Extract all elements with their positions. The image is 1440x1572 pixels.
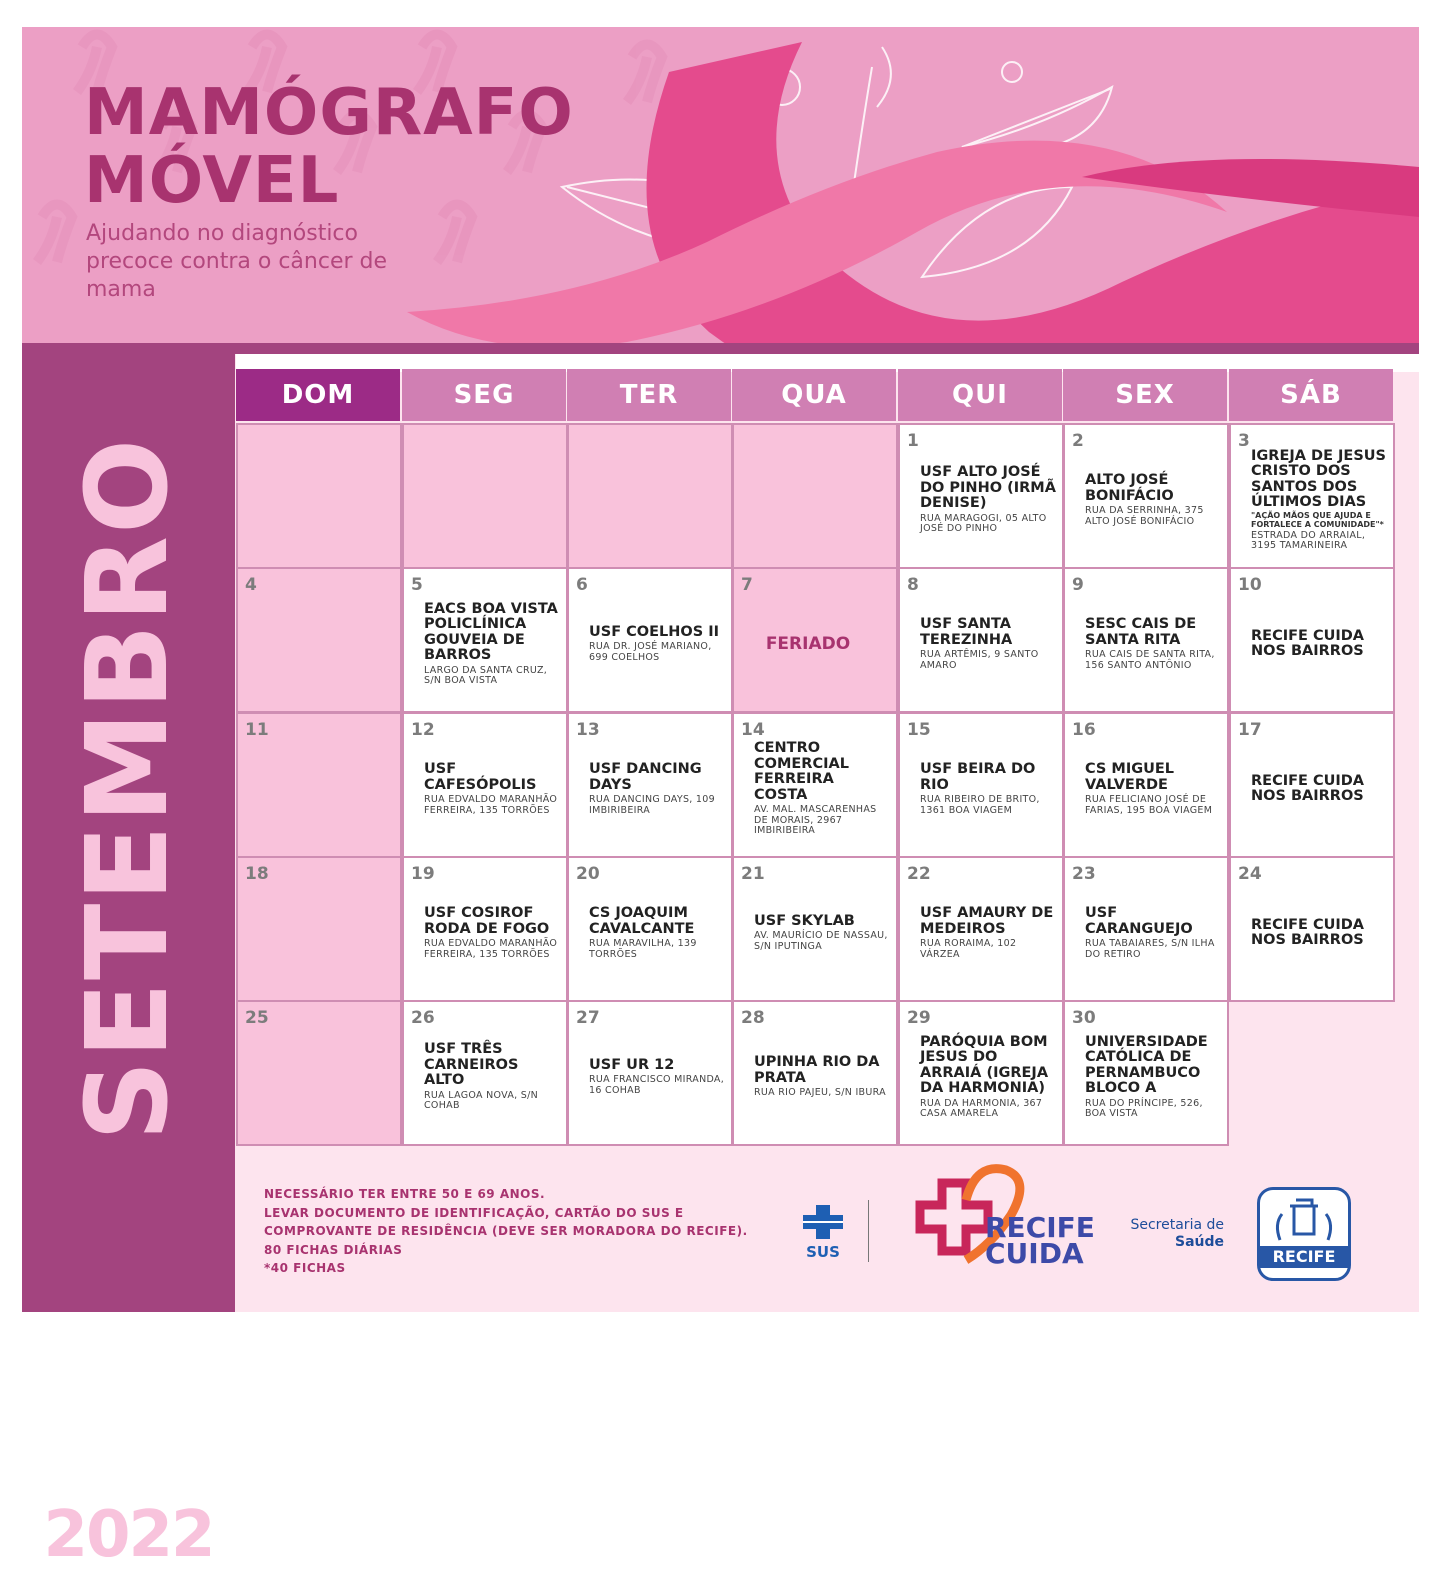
location-address: RUA FRANCISCO MIRANDA, 16 COHAB bbox=[589, 1074, 725, 1096]
day-number: 18 bbox=[245, 864, 269, 884]
day-content bbox=[1065, 1002, 1227, 1144]
weekday-header: SEX bbox=[1063, 369, 1227, 421]
day-number: 28 bbox=[741, 1008, 765, 1028]
location-address: RUA FELICIANO JOSÉ DE FARIAS, 195 BOA VIAGEM bbox=[1085, 794, 1213, 816]
weekday-header: QUI bbox=[898, 369, 1062, 421]
day-content bbox=[238, 569, 400, 711]
day-number: 4 bbox=[245, 575, 257, 595]
day-number: 12 bbox=[411, 720, 435, 740]
day-content bbox=[569, 1002, 731, 1144]
page-title bbox=[84, 76, 574, 218]
day-cell bbox=[1063, 856, 1229, 1002]
day-cell bbox=[1229, 856, 1395, 1002]
note-line: LEVAR DOCUMENTO DE IDENTIFICAÇÃO, CARTÃO DO SUS E bbox=[264, 1205, 684, 1220]
day-content bbox=[404, 714, 566, 856]
day-content bbox=[734, 714, 896, 856]
day-number: 22 bbox=[907, 864, 931, 884]
location-name: CS JOAQUIM CAVALCANTE bbox=[589, 905, 695, 937]
day-content bbox=[569, 714, 731, 856]
weekday-header: SÁB bbox=[1229, 369, 1393, 421]
day-cell bbox=[236, 567, 402, 713]
event-note: "AÇÃO MÃOS QUE AJUDA E FORTALECE A COMUNIDADE"* bbox=[1251, 510, 1384, 529]
location-name: ALTO JOSÉ BONIFÁCIO bbox=[1085, 472, 1174, 504]
note-line: 80 FICHAS DIÁRIAS bbox=[264, 1242, 403, 1257]
day-number: 15 bbox=[907, 720, 931, 740]
day-content bbox=[1231, 858, 1393, 1000]
location-name: USF CAFESÓPOLIS bbox=[424, 761, 537, 793]
day-number: 7 bbox=[741, 575, 753, 595]
location-address: RUA DA SERRINHA, 375 ALTO JOSÉ BONIFÁCIO bbox=[1085, 505, 1204, 527]
empty-day-cell bbox=[402, 423, 568, 569]
location-address: RUA DR. JOSÉ MARIANO, 699 COELHOS bbox=[589, 641, 712, 663]
weekday-header: SEG bbox=[402, 369, 566, 421]
day-cell bbox=[1063, 423, 1229, 569]
day-number: 5 bbox=[411, 575, 423, 595]
day-content bbox=[404, 1002, 566, 1144]
day-content bbox=[900, 858, 1062, 1000]
location-name: RECIFE CUIDA NOS BAIRROS bbox=[1251, 627, 1365, 659]
day-cell bbox=[236, 1000, 402, 1146]
day-content bbox=[569, 569, 731, 711]
location-address: RUA CAIS DE SANTA RITA, 156 SANTO ANTÔNIO bbox=[1085, 649, 1215, 671]
day-number: 23 bbox=[1072, 864, 1096, 884]
requirements-notes bbox=[264, 1185, 748, 1278]
header-banner bbox=[22, 27, 1419, 343]
location-name: PARÓQUIA BOM JESUS DO ARRAIÁ (IGREJA DA HARMONIA) bbox=[920, 1033, 1049, 1096]
day-cell bbox=[732, 1000, 898, 1146]
day-content bbox=[900, 714, 1062, 856]
day-number: 29 bbox=[907, 1008, 931, 1028]
location-address: RUA RORAIMA, 102 VÁRZEA bbox=[920, 938, 1017, 960]
day-number: 25 bbox=[245, 1008, 269, 1028]
sus-logo bbox=[803, 1205, 843, 1265]
day-cell bbox=[567, 567, 733, 713]
recife-cuida-logo bbox=[985, 1211, 1095, 1270]
day-content bbox=[1231, 569, 1393, 711]
day-number: 1 bbox=[907, 431, 919, 451]
location-name: USF SKYLAB bbox=[754, 912, 855, 929]
day-cell bbox=[898, 567, 1064, 713]
day-cell bbox=[567, 1000, 733, 1146]
prefeitura-label: RECIFE bbox=[1260, 1246, 1348, 1268]
day-content bbox=[238, 858, 400, 1000]
day-number: 8 bbox=[907, 575, 919, 595]
secretaria-line-1: Secretaria de bbox=[1130, 1217, 1224, 1233]
day-content bbox=[238, 714, 400, 856]
location-address: RUA EDVALDO MARANHÃO FERREIRA, 135 TORRÕES bbox=[424, 938, 558, 960]
day-cell bbox=[732, 567, 898, 713]
day-number: 14 bbox=[741, 720, 765, 740]
day-cell bbox=[898, 1000, 1064, 1146]
location-address: RUA MARAGOGI, 05 ALTO JOSÉ DO PINHO bbox=[920, 512, 1047, 535]
location-name: USF DANCING DAYS bbox=[589, 761, 702, 793]
day-content bbox=[1065, 714, 1227, 856]
day-content bbox=[734, 569, 896, 711]
month-sidebar bbox=[22, 343, 235, 1572]
day-content bbox=[1231, 714, 1393, 856]
weekday-header: DOM bbox=[236, 369, 400, 421]
secretaria-saude-label bbox=[1126, 1217, 1224, 1251]
day-cell bbox=[1229, 712, 1395, 858]
location-name: USF UR 12 bbox=[589, 1056, 675, 1073]
day-number: 16 bbox=[1072, 720, 1096, 740]
location-address: RUA DO PRÍNCIPE, 526, BOA VISTA bbox=[1085, 1097, 1203, 1119]
day-cell bbox=[1063, 712, 1229, 858]
day-content bbox=[569, 858, 731, 1000]
day-content bbox=[734, 1002, 896, 1144]
day-number: 30 bbox=[1072, 1008, 1096, 1028]
day-cell bbox=[898, 856, 1064, 1002]
location-name: CENTRO COMERCIAL FERREIRA COSTA bbox=[754, 740, 849, 803]
note-line: NECESSÁRIO TER ENTRE 50 E 69 ANOS. bbox=[264, 1187, 546, 1201]
title-line-2: MÓVEL bbox=[84, 144, 340, 218]
day-cell bbox=[567, 856, 733, 1002]
title-line-1: MAMÓGRAFO bbox=[84, 76, 574, 150]
location-name: IGREJA DE JESUS CRISTO DOS SANTOS DOS ÚLTIMOS DIAS bbox=[1251, 447, 1386, 510]
day-content bbox=[1065, 425, 1227, 567]
note-line: *40 FICHAS bbox=[264, 1261, 346, 1275]
day-number: 2 bbox=[1072, 431, 1084, 451]
day-content bbox=[900, 1002, 1062, 1144]
sus-cross-icon bbox=[803, 1205, 843, 1239]
day-number: 20 bbox=[576, 864, 600, 884]
day-cell bbox=[1229, 423, 1395, 569]
logo-divider bbox=[868, 1200, 869, 1262]
day-content bbox=[1231, 425, 1393, 567]
location-address: AV. MAURÍCIO DE NASSAU, S/N IPUTINGA bbox=[754, 930, 888, 952]
location-name: RECIFE CUIDA NOS BAIRROS bbox=[1251, 916, 1365, 948]
day-cell bbox=[402, 1000, 568, 1146]
day-number: 13 bbox=[576, 720, 600, 740]
day-number: 6 bbox=[576, 575, 588, 595]
day-number: 11 bbox=[245, 720, 269, 740]
day-number: 19 bbox=[411, 864, 435, 884]
empty-day-cell bbox=[567, 423, 733, 569]
day-content bbox=[1065, 569, 1227, 711]
day-cell bbox=[732, 856, 898, 1002]
secretaria-line-2: Saúde bbox=[1174, 1234, 1224, 1250]
prefeitura-recife-logo bbox=[1257, 1187, 1351, 1281]
location-address: RUA RIBEIRO DE BRITO, 1361 BOA VIAGEM bbox=[920, 794, 1040, 816]
day-content bbox=[404, 569, 566, 711]
day-cell bbox=[1063, 567, 1229, 713]
recife-cuida-line-2: CUIDA bbox=[985, 1237, 1084, 1270]
day-number: 17 bbox=[1238, 720, 1262, 740]
sus-label: SUS bbox=[806, 1243, 840, 1261]
day-cell bbox=[898, 423, 1064, 569]
page-subtitle: Ajudando no diagnóstico precoce contra o câncer de mama bbox=[86, 221, 388, 302]
empty-day-cell bbox=[236, 423, 402, 569]
location-name: USF BEIRA DO RIO bbox=[920, 761, 1036, 793]
holiday-label: FERIADO bbox=[765, 634, 851, 654]
empty-day-cell bbox=[732, 423, 898, 569]
day-cell bbox=[236, 856, 402, 1002]
month-label: SETEMBRO bbox=[63, 436, 193, 1142]
day-content bbox=[734, 858, 896, 1000]
location-address: AV. MAL. MASCARENHAS DE MORAIS, 2967 IMBIRIBEIRA bbox=[754, 804, 877, 837]
day-cell bbox=[1229, 567, 1395, 713]
location-name: USF AMAURY DE MEDEIROS bbox=[920, 905, 1054, 937]
location-address: RUA RIO PAJEU, S/N IBURA bbox=[754, 1087, 886, 1099]
day-content bbox=[404, 858, 566, 1000]
day-number: 3 bbox=[1238, 431, 1250, 451]
location-name: USF CARANGUEJO bbox=[1085, 905, 1193, 937]
day-cell bbox=[898, 712, 1064, 858]
location-address: RUA DA HARMONIA, 367 CASA AMARELA bbox=[920, 1097, 1043, 1119]
day-cell bbox=[236, 712, 402, 858]
location-address: RUA DANCING DAYS, 109 IMBIRIBEIRA bbox=[589, 794, 715, 816]
location-name: UPINHA RIO DA PRATA bbox=[754, 1054, 880, 1086]
location-name: USF TRÊS CARNEIROS ALTO bbox=[424, 1041, 519, 1089]
weekday-header: TER bbox=[567, 369, 731, 421]
location-name: EACS BOA VISTA POLICLÍNICA GOUVEIA DE BARROS bbox=[424, 600, 558, 663]
day-content bbox=[900, 425, 1062, 567]
location-address: RUA ARTÊMIS, 9 SANTO AMARO bbox=[920, 649, 1039, 671]
location-name: USF ALTO JOSÉ DO PINHO (IRMÃ DENISE) bbox=[920, 464, 1056, 512]
day-number: 9 bbox=[1072, 575, 1084, 595]
note-line: COMPROVANTE DE RESIDÊNCIA (DEVE SER MORADORA DO RECIFE). bbox=[264, 1224, 748, 1238]
day-number: 24 bbox=[1238, 864, 1262, 884]
year-label: 2022 bbox=[43, 1498, 214, 1572]
location-address: RUA TABAIARES, S/N ILHA DO RETIRO bbox=[1085, 938, 1215, 960]
day-cell bbox=[732, 712, 898, 858]
day-number: 10 bbox=[1238, 575, 1262, 595]
day-cell bbox=[567, 712, 733, 858]
location-name: USF COELHOS II bbox=[589, 623, 720, 640]
location-name: SESC CAIS DE SANTA RITA bbox=[1085, 616, 1197, 648]
location-address: ESTRADA DO ARRAIAL, 3195 TAMARINEIRA bbox=[1251, 529, 1366, 551]
day-content bbox=[900, 569, 1062, 711]
day-number: 26 bbox=[411, 1008, 435, 1028]
day-cell bbox=[402, 856, 568, 1002]
location-address: RUA EDVALDO MARANHÃO FERREIRA, 135 TORRÕES bbox=[424, 794, 558, 816]
day-content bbox=[238, 1002, 400, 1144]
location-name: RECIFE CUIDA NOS BAIRROS bbox=[1251, 772, 1365, 804]
location-name: UNIVERSIDADE CATÓLICA DE PERNAMBUCO BLOCO A bbox=[1085, 1033, 1208, 1096]
weekday-header: QUA bbox=[732, 369, 896, 421]
day-cell bbox=[402, 567, 568, 713]
day-number: 21 bbox=[741, 864, 765, 884]
recife-cuida-line-1: RECIFE bbox=[985, 1211, 1095, 1244]
location-name: USF SANTA TEREZINHA bbox=[920, 616, 1013, 648]
day-content bbox=[1065, 858, 1227, 1000]
location-address: LARGO DA SANTA CRUZ, S/N BOA VISTA bbox=[424, 664, 548, 686]
day-number: 27 bbox=[576, 1008, 600, 1028]
day-cell bbox=[1063, 1000, 1229, 1146]
location-name: CS MIGUEL VALVERDE bbox=[1085, 761, 1175, 793]
location-address: RUA MARAVILHA, 139 TORRÕES bbox=[589, 938, 697, 960]
location-address: RUA LAGOA NOVA, S/N COHAB bbox=[424, 1089, 538, 1112]
day-cell bbox=[402, 712, 568, 858]
calendar-card bbox=[22, 27, 1419, 1572]
location-name: USF COSIROF RODA DE FOGO bbox=[424, 905, 550, 937]
